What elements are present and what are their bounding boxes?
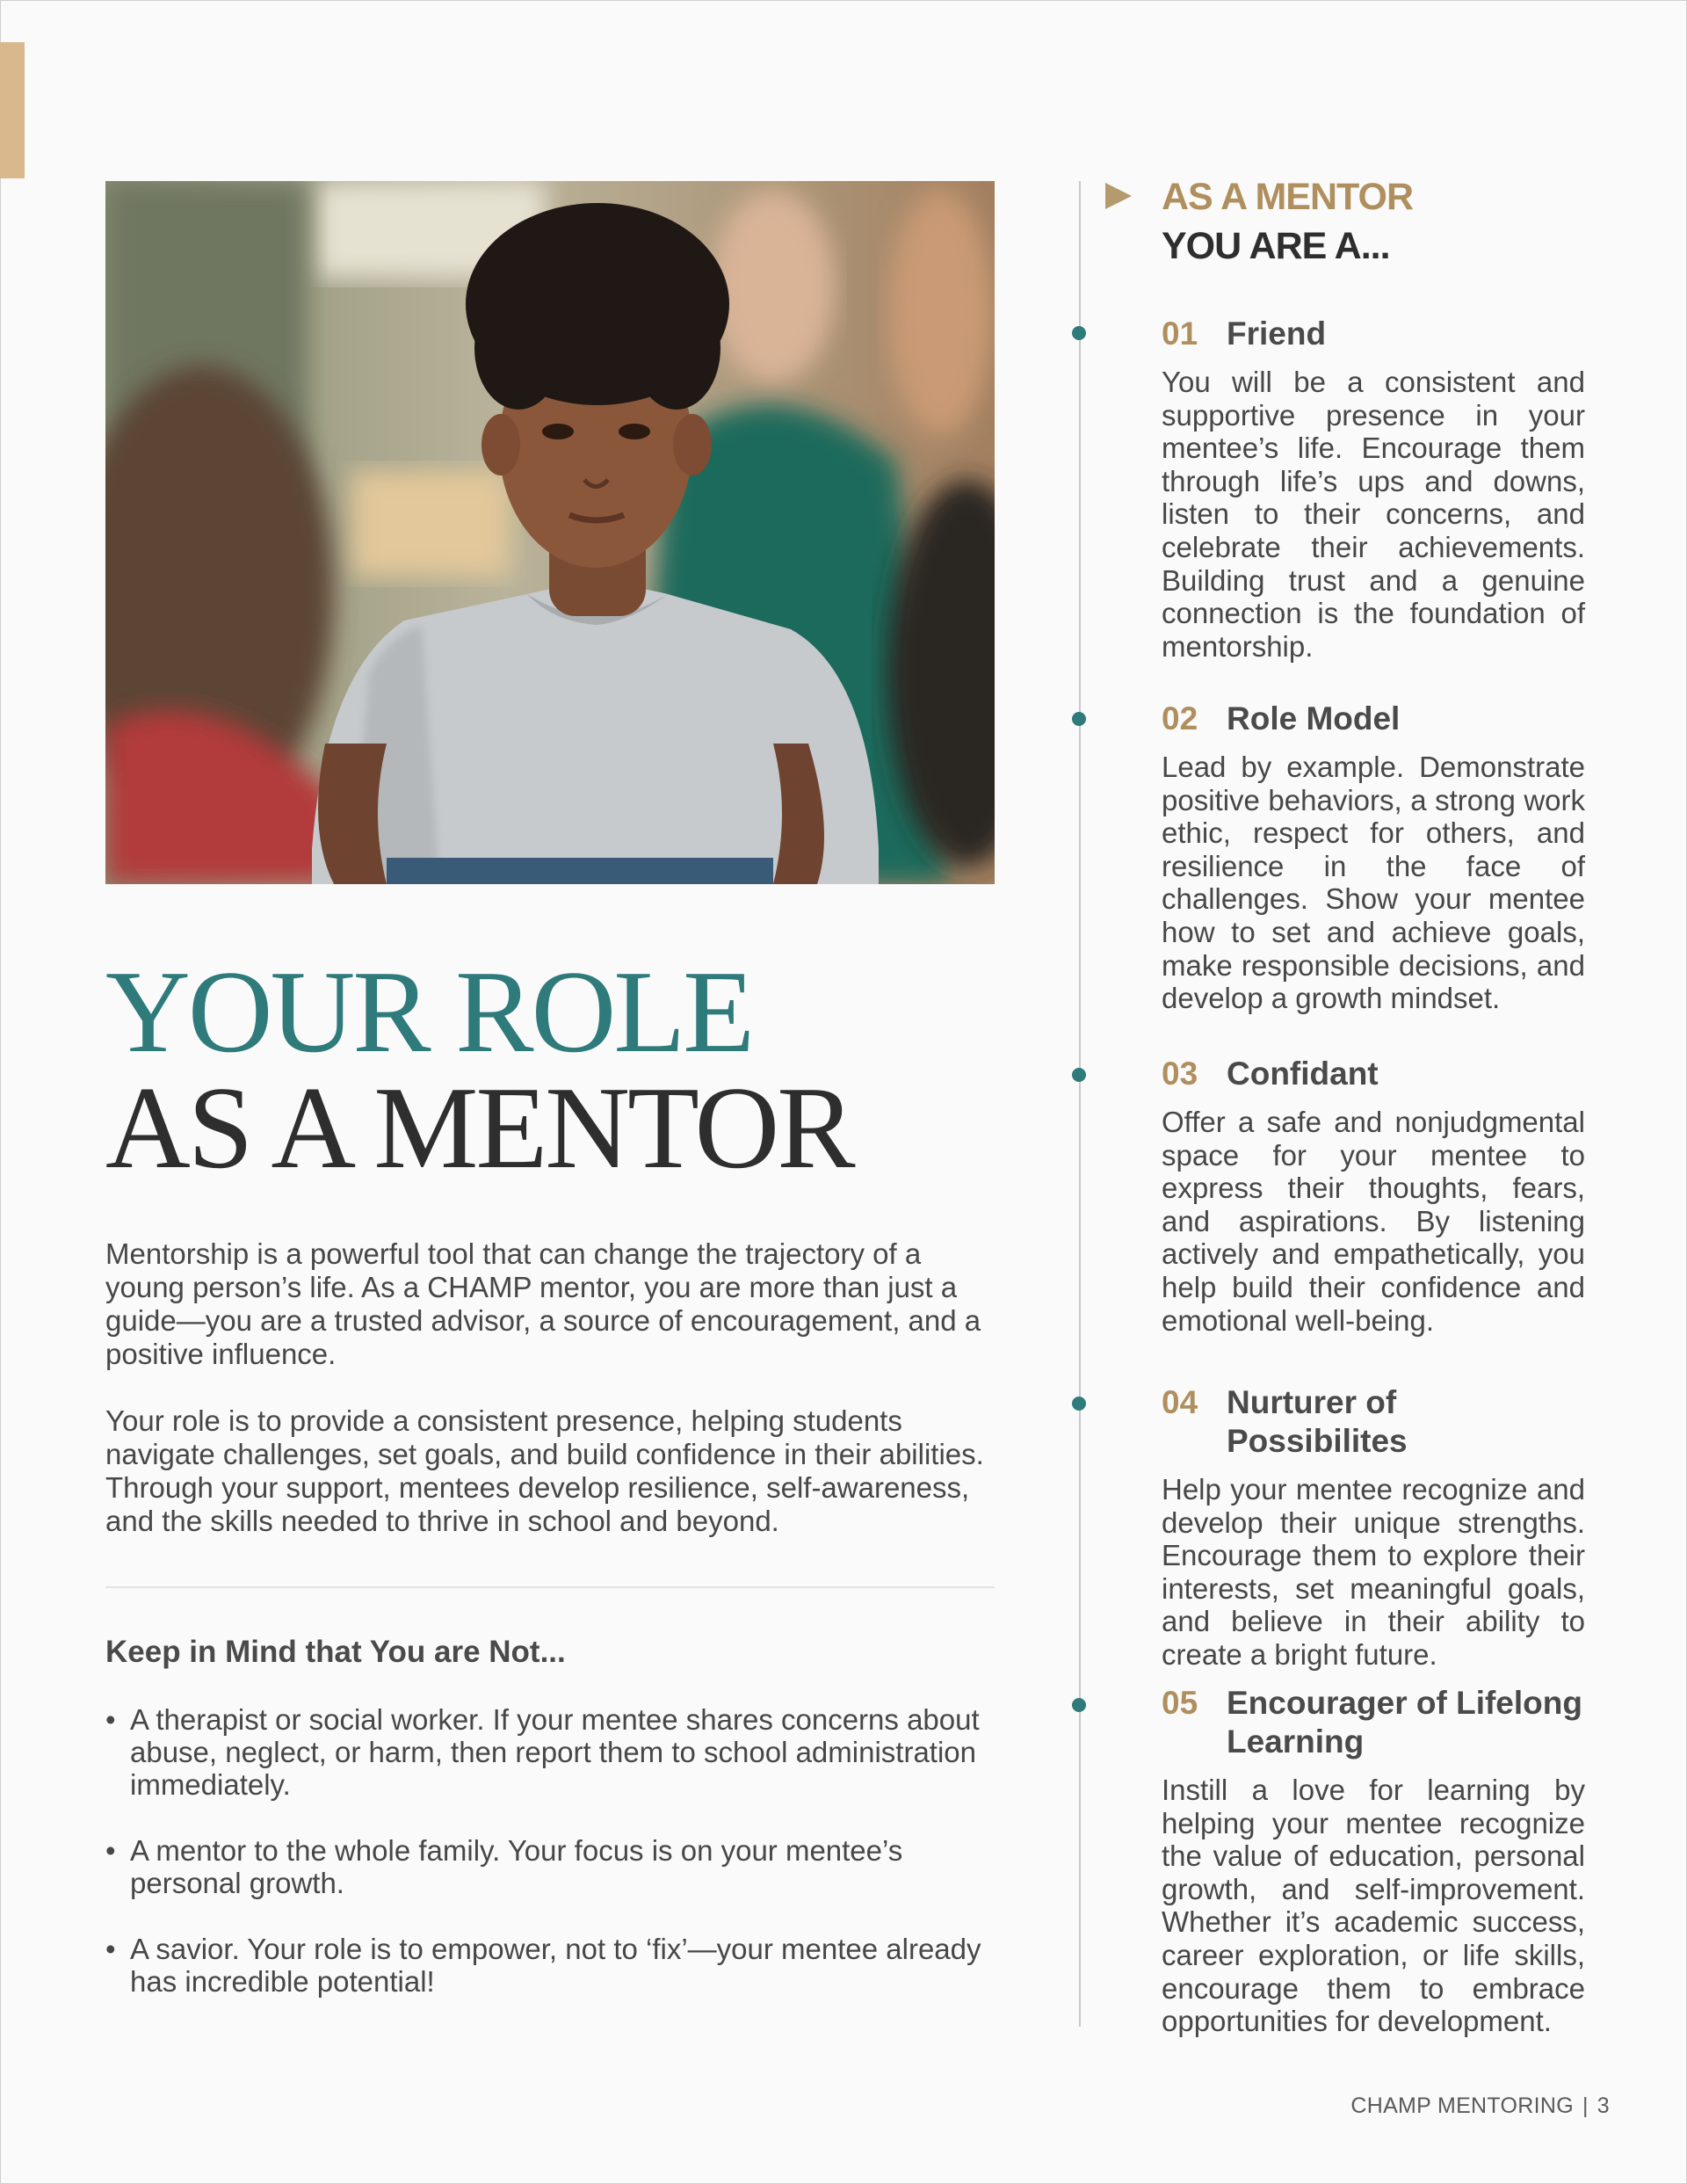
role-item-confidant (1162, 1055, 1585, 1337)
role-description: Offer a safe and nonjudgmental space for your mentee to express their thoughts, fears, and aspirations. By listening actively and empathetically, you help build their confidence and emotional well-being. (1162, 1106, 1585, 1337)
page-footer (1350, 2093, 1610, 2119)
keep-in-mind-list (105, 1703, 1002, 2031)
role-title: Confidant (1227, 1056, 1379, 1092)
list-item (105, 1834, 1002, 1899)
bullet: • (105, 1834, 116, 1867)
gold-edge-tab (0, 42, 25, 178)
role-description: Help your mentee recognize and develop their unique strengths. Encourage them to explore their interests, set meaningful goals, and believe in their ability to create a bright future. (1162, 1473, 1585, 1671)
timeline-dot (1072, 712, 1086, 726)
section-divider (105, 1586, 995, 1588)
role-number: 01 (1162, 316, 1198, 352)
side-heading-line-1: AS A MENTOR (1162, 176, 1414, 218)
list-item-text: A therapist or social worker. If your mentee shares concerns about abuse, neglect, or harm, then report them to school administration immediately. (130, 1703, 980, 1801)
timeline-dot (1072, 1068, 1086, 1082)
role-number: 05 (1162, 1685, 1198, 1721)
timeline-line (1079, 181, 1081, 2027)
role-item-nurturer (1162, 1383, 1585, 1672)
side-heading-line-2: YOU ARE A... (1162, 225, 1390, 267)
intro-paragraph-1: Mentorship is a powerful tool that can change the trajectory of a young person’s life. As a CHAMP mentor, you are more than just a guide—you are a trusted advisor, a source of encouragement, and a positive influence. (105, 1237, 981, 1370)
title-line-2: AS A MENTOR (105, 1063, 853, 1193)
role-title: Encourager of Lifelong Learning (1227, 1685, 1582, 1760)
list-item (105, 1933, 1002, 1998)
timeline-dot (1072, 1698, 1086, 1712)
keep-in-mind-heading: Keep in Mind that You are Not... (105, 1635, 566, 1669)
title-line-1: YOUR ROLE (105, 947, 753, 1077)
side-heading (1162, 172, 1413, 271)
role-item-role-model (1162, 700, 1585, 1015)
bullet: • (105, 1703, 116, 1736)
footer-brand: CHAMP MENTORING (1350, 2093, 1574, 2118)
intro-paragraph-2: Your role is to provide a consistent presence, helping students navigate challenges, set goals, and build confidence in their abilities. Through your support, mentees develop resilience, self-awareness, and the skills needed to thrive in school and beyond. (105, 1404, 984, 1537)
hero-photo (105, 181, 995, 884)
list-item-text: A mentor to the whole family. Your focus is on your mentee’s personal growth. (130, 1834, 903, 1899)
role-number: 03 (1162, 1056, 1198, 1092)
page-number: 3 (1596, 2093, 1610, 2118)
role-title: Nurturer of Possibilites (1227, 1384, 1408, 1459)
footer-separator: | (1582, 2093, 1589, 2118)
role-title: Friend (1227, 316, 1327, 352)
role-number: 04 (1162, 1384, 1198, 1420)
intro-text (105, 1237, 1002, 1571)
list-item-text: A savior. Your role is to empower, not to ‘fix’—your mentee already has incredible potential! (130, 1933, 981, 1998)
role-title: Role Model (1227, 700, 1401, 736)
role-item-lifelong-learning (1162, 1684, 1585, 2038)
page-title (105, 947, 1002, 1193)
student-photo-illustration (105, 181, 995, 884)
role-description: Lead by example. Demonstrate positive behaviors, a strong work ethic, respect for others, and resilience in the face of challenges. Show your mentee how to set and achieve goals, make responsible decisions, and develop a growth mindset. (1162, 751, 1585, 1015)
role-description: You will be a consistent and supportive presence in your mentee’s life. Encourage them through life’s ups and downs, listen to their concerns, and celebrate their achievements. Building trust and a genuine connection is the foundation of mentorship. (1162, 366, 1585, 663)
play-arrow-icon (1105, 183, 1132, 209)
role-description: Instill a love for learning by helping your mentee recognize the value of education, personal growth, and self-improvement. Whether it’s academic success, career exploration, or life skills, encourage them to embrace opportunities for development. (1162, 1774, 1585, 2038)
role-number: 02 (1162, 700, 1198, 736)
timeline-dot (1072, 1397, 1086, 1411)
list-item (105, 1703, 1002, 1801)
timeline-dot (1072, 326, 1086, 340)
role-item-friend (1162, 315, 1585, 663)
bullet: • (105, 1933, 116, 1965)
